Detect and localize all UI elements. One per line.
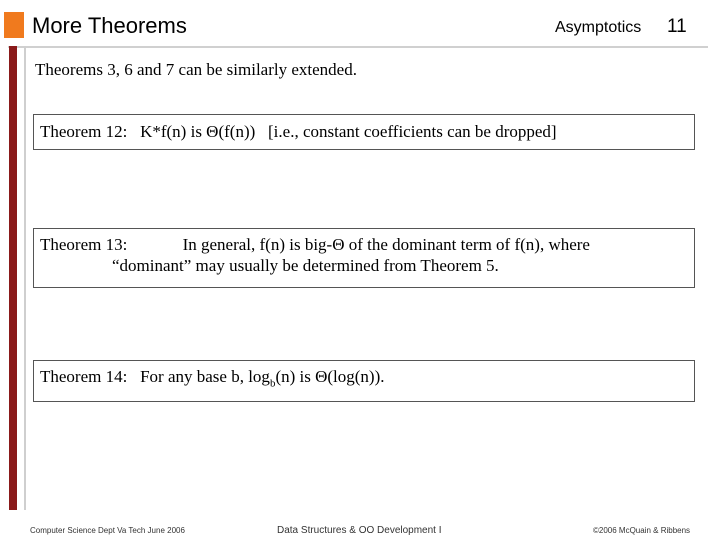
theorem-13-line1: Theorem 13: In general, f(n) is big-Θ of the dominant term of f(n), where (40, 235, 590, 254)
theorem-14-box (33, 360, 695, 402)
intro-text: Theorems 3, 6 and 7 can be similarly extended. (35, 60, 357, 79)
footer-center: Data Structures & OO Development I (277, 525, 442, 536)
left-accent-bar (9, 46, 17, 510)
slide-topic: Asymptotics (555, 19, 642, 36)
theorem-14-after-sub: (n) is Θ(log(n)). (275, 367, 385, 386)
theorem-14-text (40, 367, 385, 389)
theorem-12-box (33, 114, 695, 150)
title-accent-square (4, 12, 24, 38)
theorem-13-box (33, 228, 695, 288)
slide-title: More Theorems (32, 13, 187, 38)
header-divider (8, 46, 708, 48)
slide-number: 11 (667, 16, 687, 37)
theorem-13-line2: “dominant” may usually be determined from Theorem 5. (112, 256, 499, 275)
footer-right: ©2006 McQuain & Ribbens (593, 526, 691, 535)
left-divider-line (24, 46, 26, 510)
theorem-14-subscript: b (269, 377, 276, 390)
theorem-12-text: Theorem 12: K*f(n) is Θ(f(n)) [i.e., constant coefficients can be dropped] (40, 122, 557, 141)
theorem-14-before-sub: Theorem 14: For any base b, log (40, 367, 270, 386)
footer-left: Computer Science Dept Va Tech June 2006 (30, 526, 185, 535)
